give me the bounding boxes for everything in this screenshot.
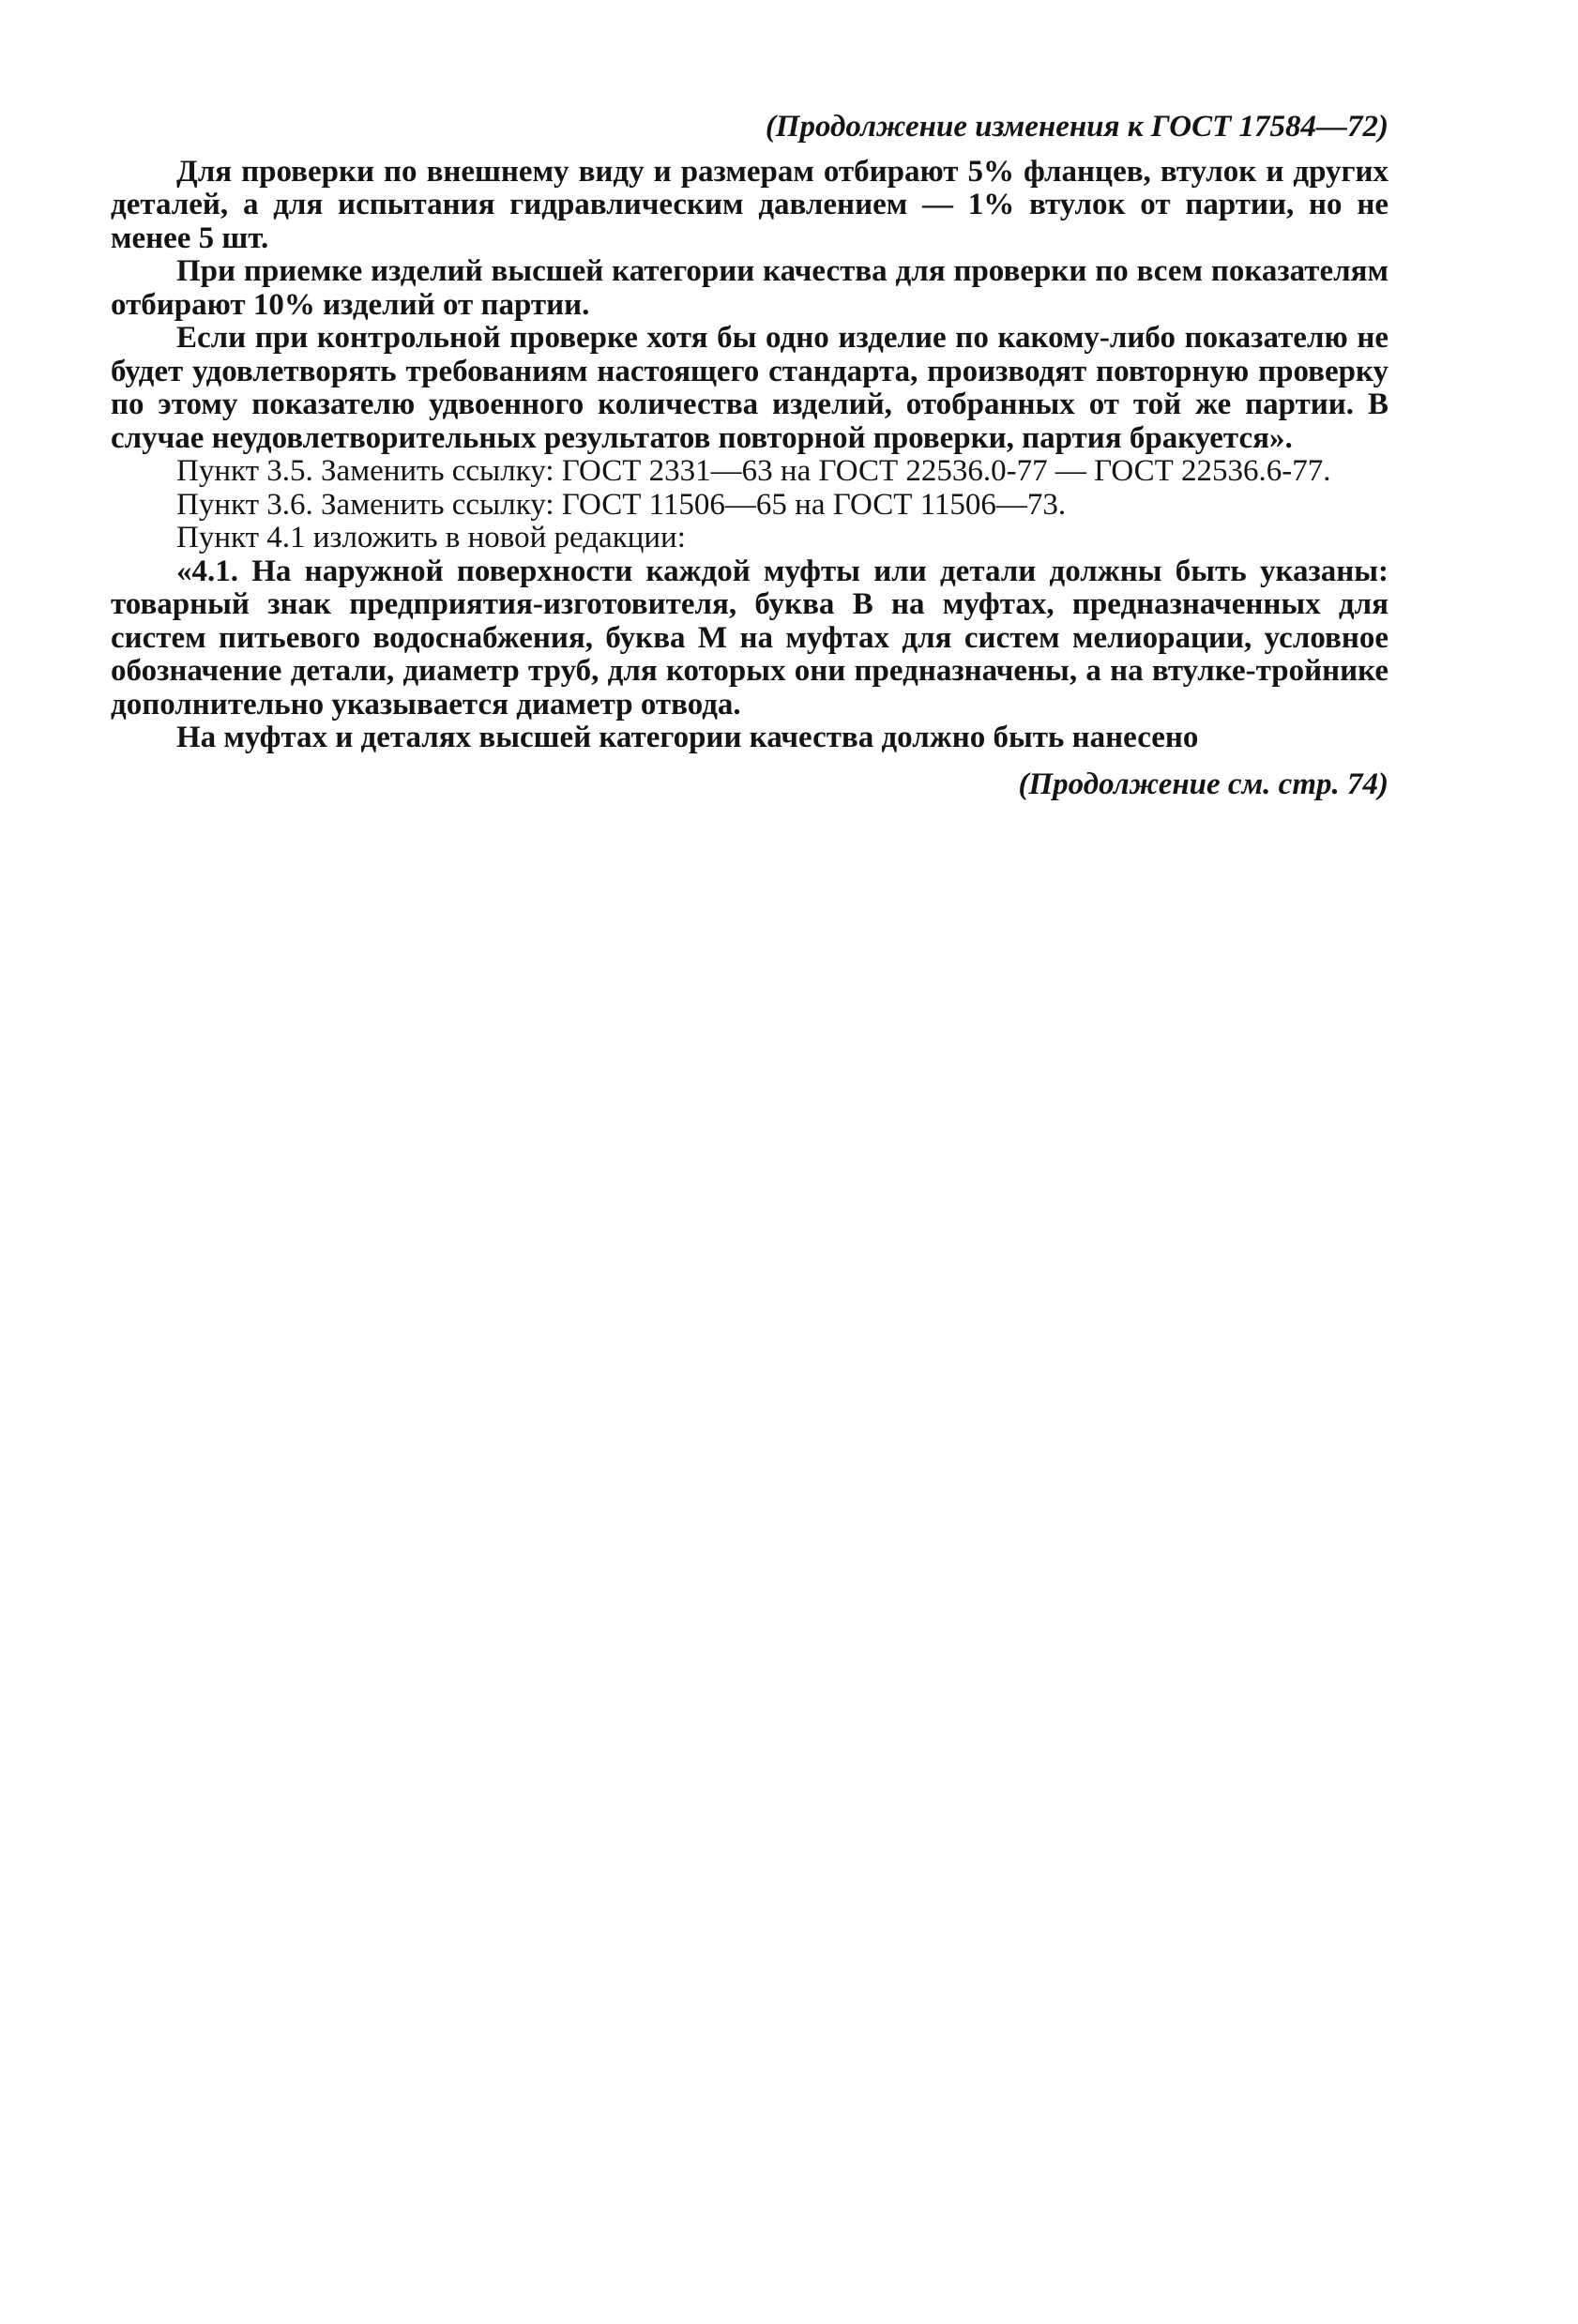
document-text bbox=[111, 111, 1388, 801]
paragraph-clause-3-6: Пункт 3.6. Заменить ссылку: ГОСТ 11506—65 на ГОСТ 11506—73. bbox=[176, 487, 1067, 522]
paragraph-clause-4-1-intro: Пункт 4.1 изложить в новой редакции: bbox=[176, 521, 686, 554]
paragraph-clause-3-5: Пункт 3.5. Заменить ссылку: ГОСТ 2331—63 на ГОСТ 22536.0-77 — ГОСТ 22536.6-77. bbox=[176, 454, 1331, 488]
paragraph-clause-4-1-text: «4.1. На наружной поверхности каждой муфты или детали должны быть указаны: товарный знак предприятия-изготовителя, буква В на муфтах, предназначенных для систем питьевого водоснабжения, буква М на муфтах для систем мелиорации, условное обозначение детали, диаметр труб, для которых они предназначены, а на втулке-тройнике дополнительно указывается диаметр отвода. bbox=[111, 554, 1388, 722]
paragraph-high-quality-sampling: При приемке изделий высшей категории качества для проверки по всем показателям отбирают 10% изделий от партии. bbox=[111, 254, 1388, 322]
paragraph-sampling-inspection: Для проверки по внешнему виду и размерам отбирают 5% фланцев, втулок и других деталей, а для испытания гидравлическим давлением — 1% втулок от партии, но не менее 5 шт. bbox=[111, 154, 1388, 255]
paragraph-high-quality-marking: На муфтах и деталях высшей категории качества должно быть нанесено bbox=[176, 721, 1199, 754]
paragraph-repeat-check: Если при контрольной проверке хотя бы одно изделие по какому-либо показателю не будет удовлетворять требованиям настоящего стандарта, производят повторную проверку по этому показателю удвоенного количества изделий, отобранных от той же партии. В случае неудовлетворительных результатов повторной проверки, партия бракуется». bbox=[111, 321, 1388, 455]
continuation-footer: (Продолжение см. стр. 74) bbox=[1018, 767, 1388, 801]
continuation-header: (Продолжение изменения к ГОСТ 17584—72) bbox=[765, 110, 1388, 144]
